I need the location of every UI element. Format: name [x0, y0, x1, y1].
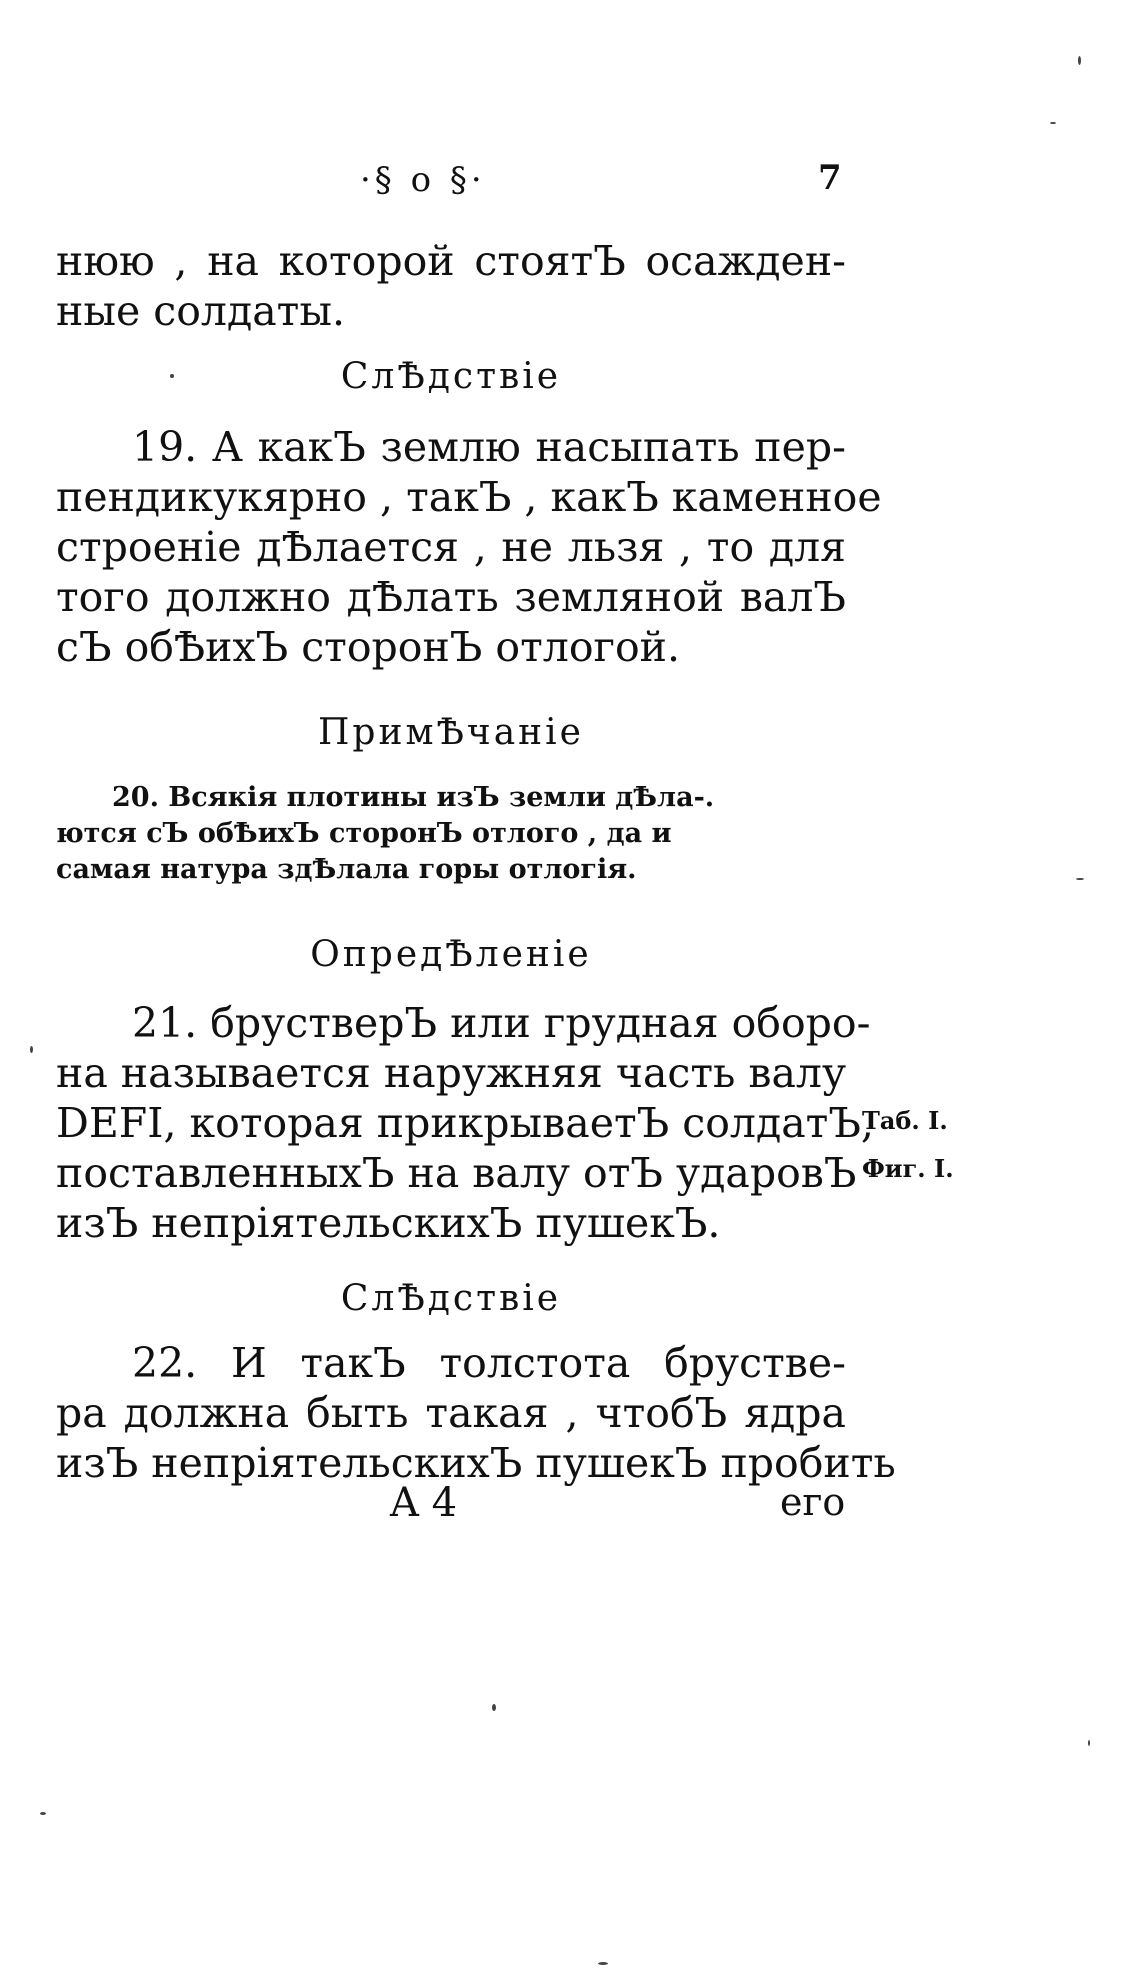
- paper-speck: [1076, 878, 1084, 880]
- text-line: ра должна быть такая , чтобЪ ядра: [56, 1389, 846, 1437]
- text-line: 20. Всякія плотины изЪ земли дѢла-.: [112, 782, 715, 813]
- section-heading-consequence-2: СлѢдствіе: [340, 1278, 562, 1319]
- text-line: самая натура здѢлала горы отлогія.: [56, 854, 637, 885]
- text-line: пендикукярно , такЪ , какЪ каменное: [56, 473, 882, 521]
- paper-speck: [30, 1046, 33, 1053]
- text-line: сЪ обѢихЪ сторонЪ отлогой.: [56, 623, 681, 671]
- paragraph-top: [56, 236, 846, 336]
- section-19-paragraph: [56, 422, 882, 672]
- text-line: DEFI, которая прикрываетЪ солдатЪ,: [56, 1099, 874, 1147]
- section-heading-consequence: СлѢдствіе: [340, 356, 562, 397]
- section-heading-note: ПримѢчаніе: [318, 712, 584, 753]
- text-line: 22. И такЪ толстота бруствe-: [132, 1339, 846, 1387]
- section-20-paragraph: [56, 780, 856, 888]
- header-ornament: ·§ o §·: [360, 160, 486, 200]
- margin-note-table: Таб. I.: [862, 1106, 948, 1135]
- paper-speck: [170, 374, 174, 378]
- paper-speck: [598, 1962, 608, 1965]
- text-line: поставленныхЪ на валу отЪ ударовЪ: [56, 1149, 857, 1197]
- section-heading-definition: ОпредѢленіе: [310, 934, 592, 975]
- text-line: того должно дѢлать земляной валЪ: [56, 573, 846, 621]
- margin-note-figure: Фиг. I.: [862, 1154, 954, 1183]
- paper-speck: [1088, 1740, 1090, 1746]
- text-line: строеніе дѢлается , не льзя , то для: [56, 523, 846, 571]
- text-line: ются сЪ обѢихЪ сторонЪ отлого , да и: [56, 818, 672, 849]
- section-21-paragraph: [56, 998, 874, 1248]
- text-line: нюю , на которой стоятЪ осажден-: [56, 237, 846, 285]
- text-line: 21. брустверЪ или грудная оборо-: [132, 999, 871, 1047]
- paper-speck: [492, 1704, 496, 1711]
- section-22-paragraph: [56, 1338, 896, 1488]
- text-line: на называется наружняя часть валу: [56, 1049, 847, 1097]
- paper-speck: [40, 1812, 46, 1815]
- paper-speck: [1078, 56, 1081, 65]
- catchword: его: [780, 1480, 846, 1524]
- text-line: изЪ непріятельскихЪ пушекЪ пробить: [56, 1439, 896, 1487]
- text-line: ные солдаты.: [56, 287, 345, 335]
- paper-speck: [1050, 122, 1056, 124]
- page-number: 7: [818, 158, 842, 198]
- text-line: изЪ непріятельскихЪ пушекЪ.: [56, 1199, 721, 1247]
- signature-mark: A 4: [390, 1480, 458, 1526]
- text-line: 19. А какЪ землю насыпать пер-: [132, 423, 846, 471]
